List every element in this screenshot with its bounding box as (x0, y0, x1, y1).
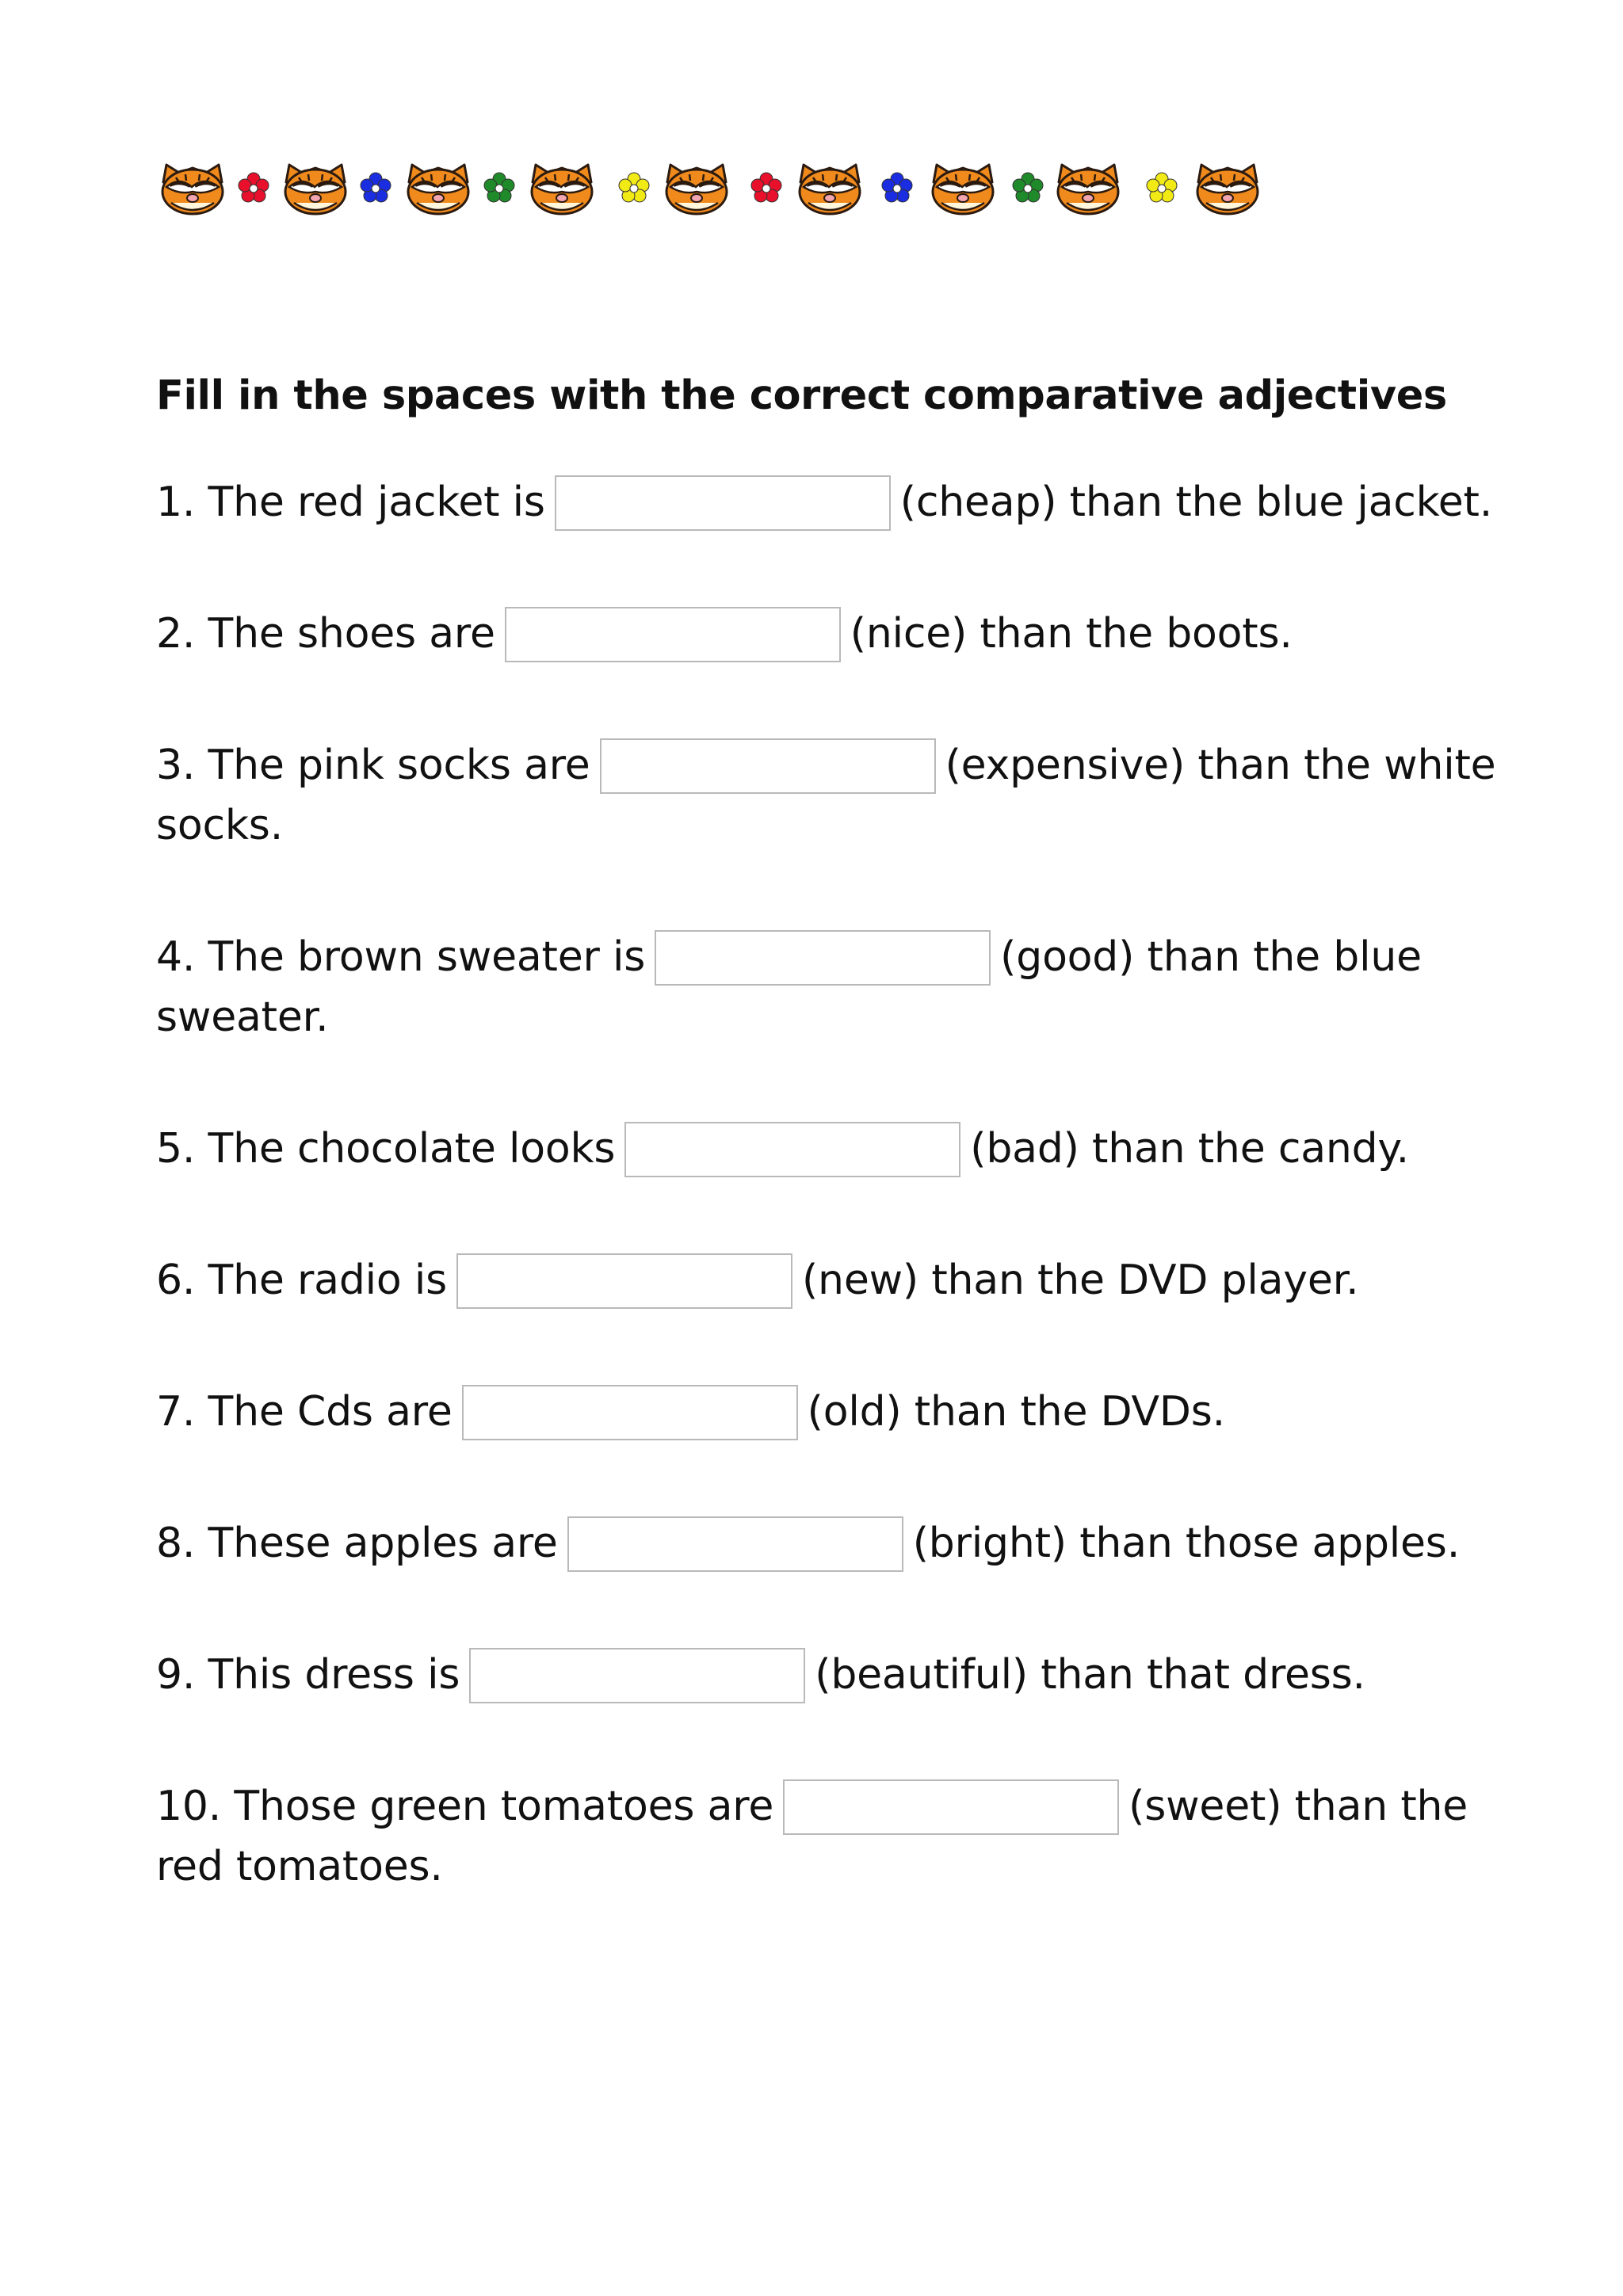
sentence-end: (new) than the DVD player. (801, 1257, 1359, 1304)
cat-face-icon (281, 158, 349, 217)
sentence-end: (expensive) than the white (945, 742, 1496, 789)
cat-face-icon (1054, 158, 1122, 217)
sentence-end: (cheap) than the blue jacket. (899, 479, 1493, 526)
answer-field-10[interactable] (783, 1779, 1119, 1835)
exercise-item-6 (156, 1250, 1519, 1310)
cat-face-icon (929, 158, 997, 217)
cat-face-icon (1193, 158, 1262, 217)
sentence-end: (nice) than the boots. (850, 610, 1293, 658)
sentence-start: 1. The red jacket is (156, 479, 545, 526)
sentence-end: (good) than the blue (1000, 933, 1422, 981)
sentence-end: (old) than the DVDs. (807, 1388, 1225, 1436)
sentence-start: 2. The shoes are (156, 610, 495, 658)
exercise-item-3 (156, 735, 1519, 856)
exercise-item-4 (156, 927, 1519, 1047)
cat-face-icon (158, 158, 227, 217)
sentence-end: (sweet) than the (1128, 1783, 1468, 1830)
flower-green-icon (482, 171, 517, 206)
answer-field-5[interactable] (624, 1122, 960, 1177)
sentence-start: 5. The chocolate looks (156, 1125, 616, 1173)
answer-field-4[interactable] (655, 930, 991, 986)
decorative-border (158, 152, 1284, 223)
answer-field-7[interactable] (462, 1385, 798, 1440)
answer-field-8[interactable] (567, 1516, 903, 1572)
flower-red-icon (749, 171, 784, 206)
sentence-continuation: red tomatoes. (156, 1843, 443, 1890)
sentence-start: 10. Those green tomatoes are (156, 1783, 774, 1830)
flower-yellow-icon (1144, 171, 1179, 206)
sentence-start: 9. This dress is (156, 1651, 460, 1699)
flower-blue-icon (880, 171, 915, 206)
flower-red-icon (236, 171, 271, 206)
answer-field-1[interactable] (555, 475, 891, 531)
answer-field-2[interactable] (505, 607, 841, 662)
flower-blue-icon (358, 171, 393, 206)
sentence-end: (beautiful) than that dress. (815, 1651, 1365, 1699)
answer-field-9[interactable] (469, 1648, 805, 1703)
sentence-continuation: sweater. (156, 994, 329, 1041)
exercise-item-1 (156, 472, 1519, 532)
exercise-item-2 (156, 604, 1519, 664)
flower-green-icon (1010, 171, 1045, 206)
exercise-item-10 (156, 1776, 1519, 1897)
exercise-item-9 (156, 1645, 1519, 1705)
cat-face-icon (404, 158, 472, 217)
sentence-end: (bad) than the candy. (970, 1125, 1409, 1173)
cat-face-icon (528, 158, 596, 217)
exercise-item-8 (156, 1513, 1519, 1573)
cat-face-icon (796, 158, 864, 217)
sentence-start: 8. These apples are (156, 1520, 558, 1567)
worksheet-heading: Fill in the spaces with the correct comparative adjectives (156, 372, 1447, 419)
answer-field-3[interactable] (600, 738, 936, 794)
cat-face-icon (663, 158, 731, 217)
sentence-continuation: socks. (156, 802, 284, 849)
exercise-item-5 (156, 1119, 1519, 1179)
exercise-item-7 (156, 1382, 1519, 1442)
sentence-start: 7. The Cds are (156, 1388, 453, 1436)
sentence-start: 3. The pink socks are (156, 742, 590, 789)
sentence-start: 6. The radio is (156, 1257, 447, 1304)
flower-yellow-icon (617, 171, 651, 206)
sentence-start: 4. The brown sweater is (156, 933, 646, 981)
sentence-end: (bright) than those apples. (912, 1520, 1461, 1567)
answer-field-6[interactable] (456, 1253, 792, 1309)
